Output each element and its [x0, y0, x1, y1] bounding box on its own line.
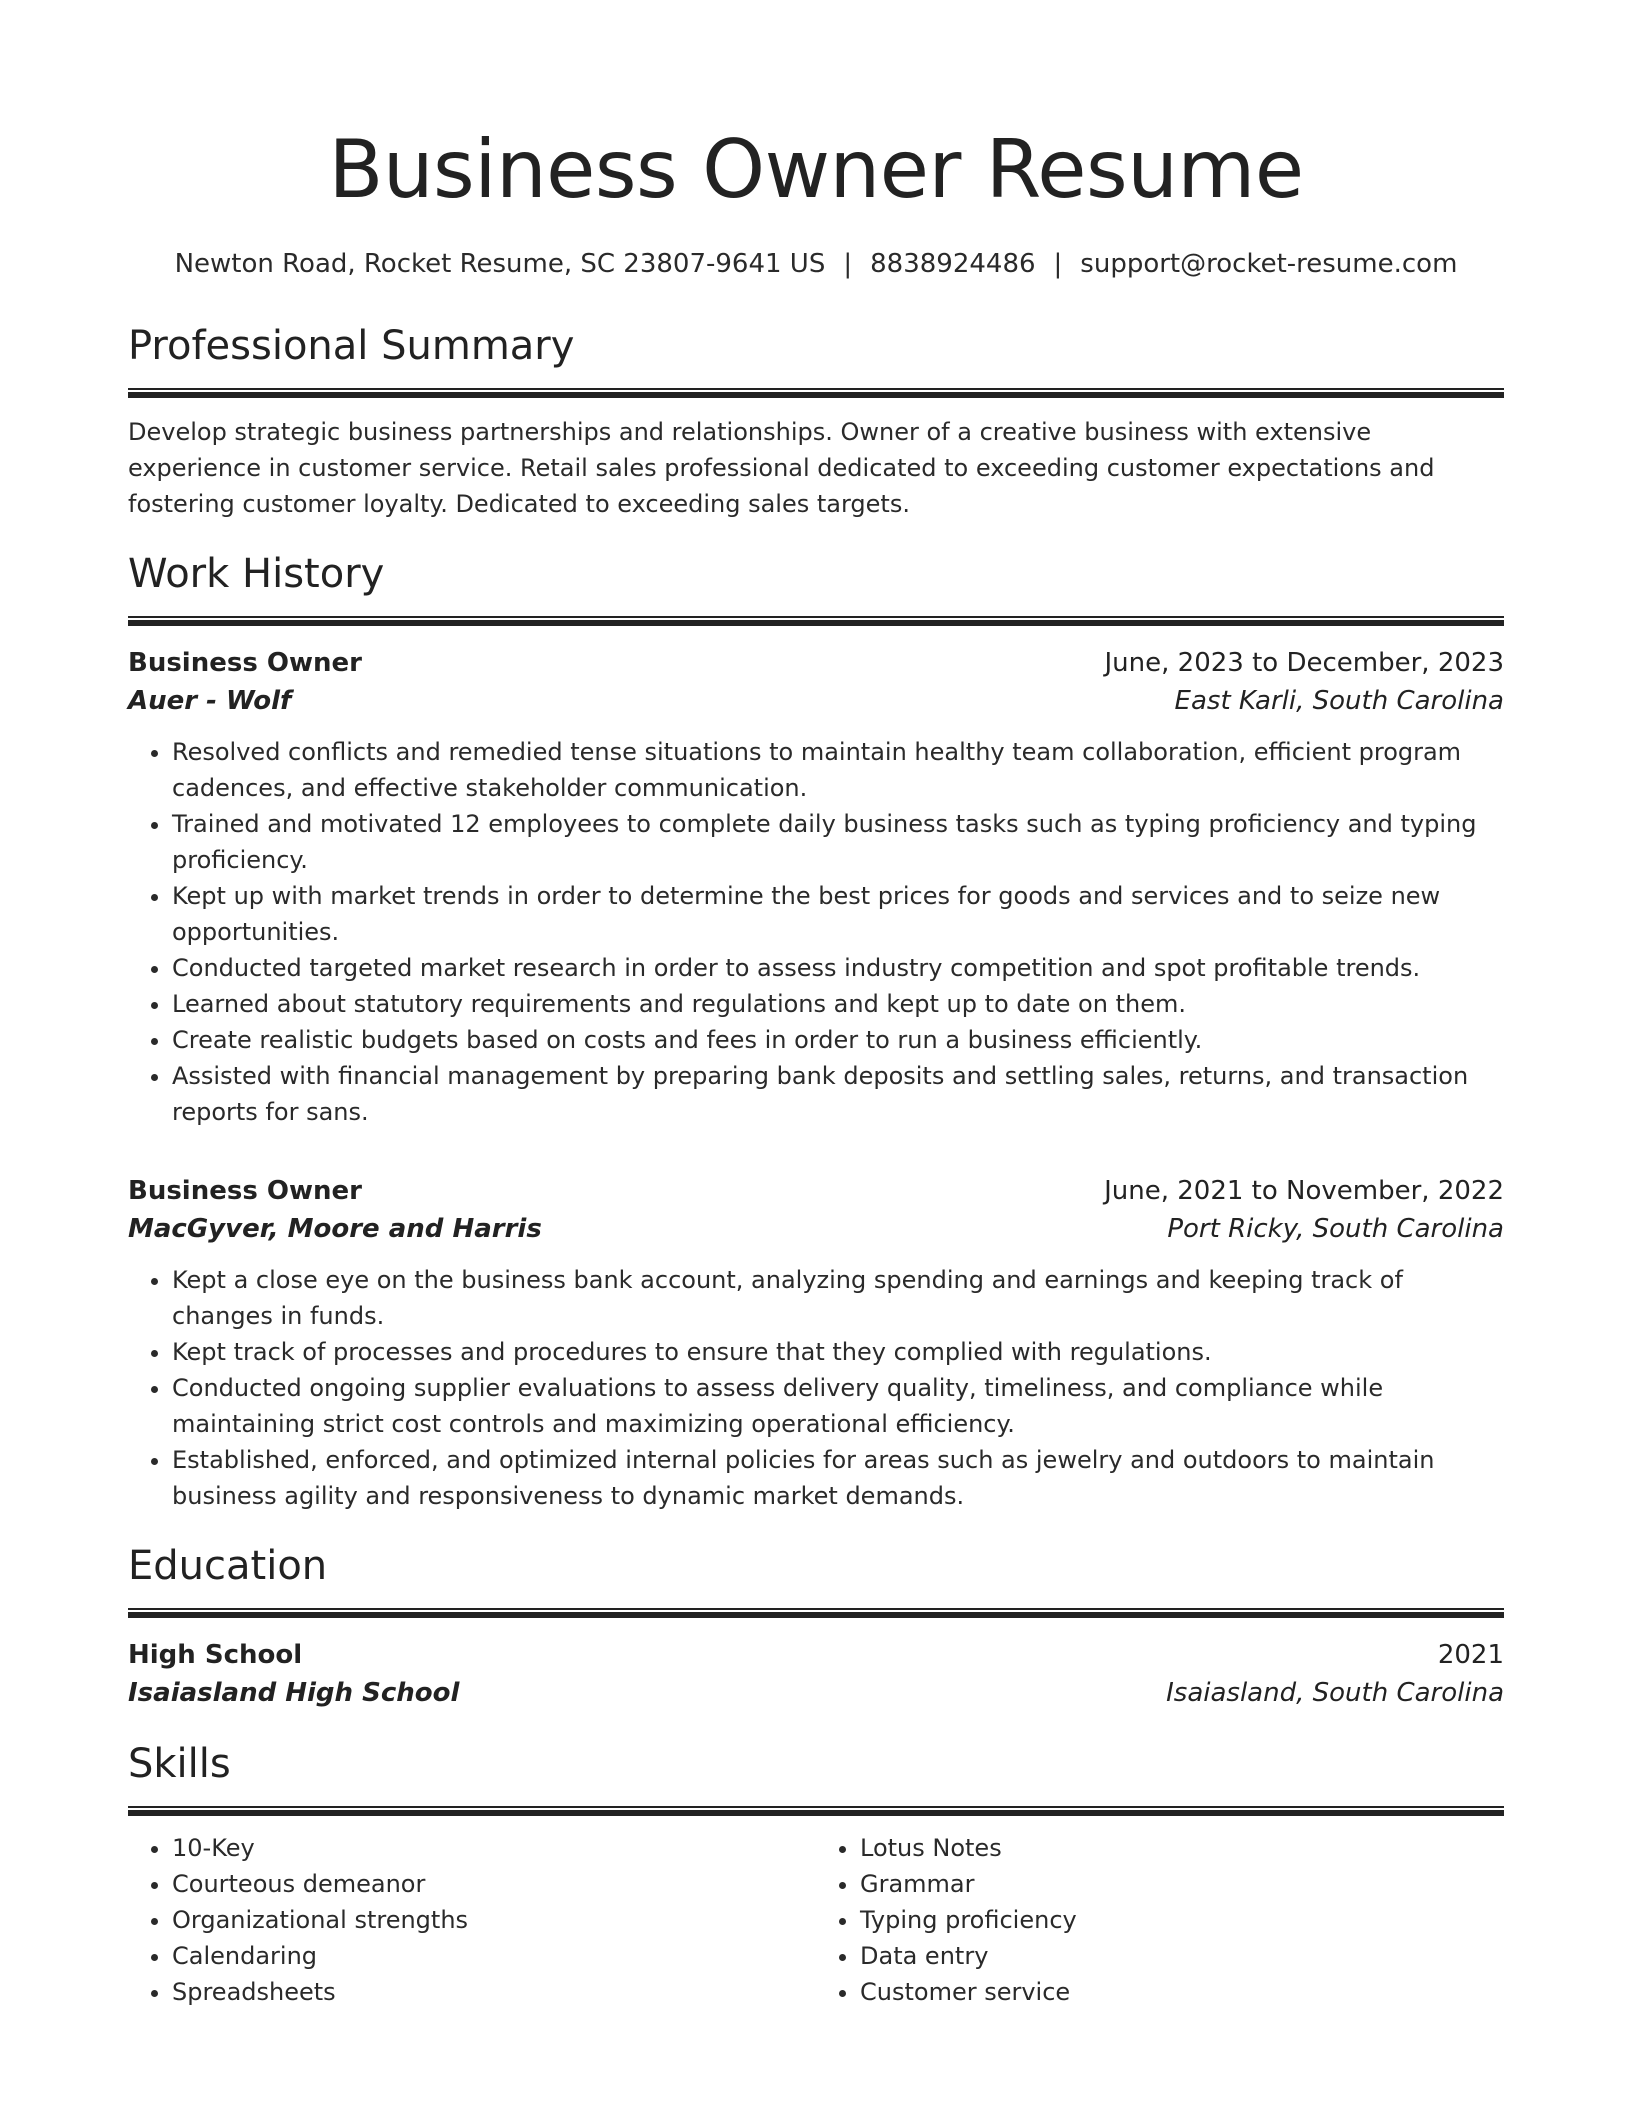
skill-item: • Customer service [860, 1974, 1504, 2010]
contact-separator: | [1053, 249, 1063, 279]
job-title-row [128, 644, 1504, 682]
section-divider [128, 616, 1504, 626]
job-bullet: • Kept track of processes and procedures to ensure that they complied with regulations. [172, 1334, 1504, 1370]
skills-columns [128, 1830, 1504, 2010]
education-entry [128, 1636, 1504, 1712]
job-bullet: • Resolved conflicts and remedied tense situations to maintain healthy team collaboration, efficient program cadences, and effective stakeholder communication. [172, 734, 1504, 806]
job-bullet: • Assisted with financial management by preparing bank deposits and settling sales, returns, and transaction reports for sans. [172, 1058, 1504, 1130]
contact-email: support@rocket-resume.com [1080, 249, 1458, 279]
work-history-heading: Work History [128, 551, 385, 597]
contact-address: Newton Road, Rocket Resume, SC 23807-9641 US [174, 249, 826, 279]
skill-item: • Courteous demeanor [172, 1866, 816, 1902]
job-entry [128, 644, 1504, 1130]
contact-phone: 8838924486 [870, 249, 1036, 279]
resume-title: Business Owner Resume [328, 123, 1304, 216]
job-company-row [128, 682, 1504, 720]
section-divider [128, 1608, 1504, 1618]
job-title: Business Owner [128, 648, 362, 678]
job-bullet: • Learned about statutory requirements and regulations and kept up to date on them. [172, 986, 1504, 1022]
education-location: Isaiasland, South Carolina [1166, 1678, 1504, 1708]
job-bullet: • Kept a close eye on the business bank account, analyzing spending and earnings and keeping track of changes in funds. [172, 1262, 1504, 1334]
education-heading: Education [128, 1543, 328, 1589]
job-location: East Karli, South Carolina [1174, 686, 1504, 716]
job-company: MacGyver, Moore and Harris [128, 1214, 542, 1244]
summary-heading: Professional Summary [128, 323, 575, 369]
skills-heading: Skills [128, 1741, 231, 1787]
job-bullet: • Create realistic budgets based on costs and fees in order to run a business efficiently. [172, 1022, 1504, 1058]
summary-text: Develop strategic business partnerships and relationships. Owner of a creative business with extensive experience in customer service. Retail sales professional dedicated to exceeding customer expectations and fostering customer loyalty. Dedicated to exceeding sales targets. [128, 418, 1435, 518]
skills-list-left [128, 1830, 816, 2010]
skill-item: • Calendaring [172, 1938, 816, 1974]
job-bullet: • Trained and motivated 12 employees to complete daily business tasks such as typing proficiency and typing proficiency. [172, 806, 1504, 878]
contact-line [128, 246, 1504, 282]
job-dates: June, 2021 to November, 2022 [1104, 1176, 1504, 1206]
job-bullets [128, 734, 1504, 1130]
education-section [128, 1538, 1504, 1712]
education-degree-row [128, 1636, 1504, 1674]
job-title: Business Owner [128, 1176, 362, 1206]
work-history-section [128, 546, 1504, 1514]
section-divider [128, 1806, 1504, 1816]
skill-item: • Spreadsheets [172, 1974, 816, 2010]
skill-item: • Typing proficiency [860, 1902, 1504, 1938]
summary-section [128, 318, 1504, 522]
job-company: Auer - Wolf [128, 686, 292, 716]
job-location: Port Ricky, South Carolina [1167, 1214, 1504, 1244]
education-school: Isaiasland High School [128, 1678, 460, 1708]
education-year: 2021 [1437, 1640, 1504, 1670]
skill-item: • 10-Key [172, 1830, 816, 1866]
job-company-row [128, 1210, 1504, 1248]
job-entry [128, 1172, 1504, 1514]
job-title-row [128, 1172, 1504, 1210]
job-bullets [128, 1262, 1504, 1514]
job-bullet: • Conducted targeted market research in order to assess industry competition and spot profitable trends. [172, 950, 1504, 986]
skills-section [128, 1736, 1504, 2010]
job-dates: June, 2023 to December, 2023 [1104, 648, 1504, 678]
skills-list-right [816, 1830, 1504, 2010]
job-bullet: • Conducted ongoing supplier evaluations to assess delivery quality, timeliness, and compliance while maintaining strict cost controls and maximizing operational efficiency. [172, 1370, 1504, 1442]
contact-separator: | [843, 249, 853, 279]
job-bullet: • Kept up with market trends in order to determine the best prices for goods and services and to seize new opportunities. [172, 878, 1504, 950]
section-divider [128, 388, 1504, 398]
skill-item: • Organizational strengths [172, 1902, 816, 1938]
skill-item: • Grammar [860, 1866, 1504, 1902]
skill-item: • Data entry [860, 1938, 1504, 1974]
job-bullet: • Established, enforced, and optimized internal policies for areas such as jewelry and outdoors to maintain business agility and responsiveness to dynamic market demands. [172, 1442, 1504, 1514]
skill-item: • Lotus Notes [860, 1830, 1504, 1866]
education-school-row [128, 1674, 1504, 1712]
education-degree: High School [128, 1640, 303, 1670]
